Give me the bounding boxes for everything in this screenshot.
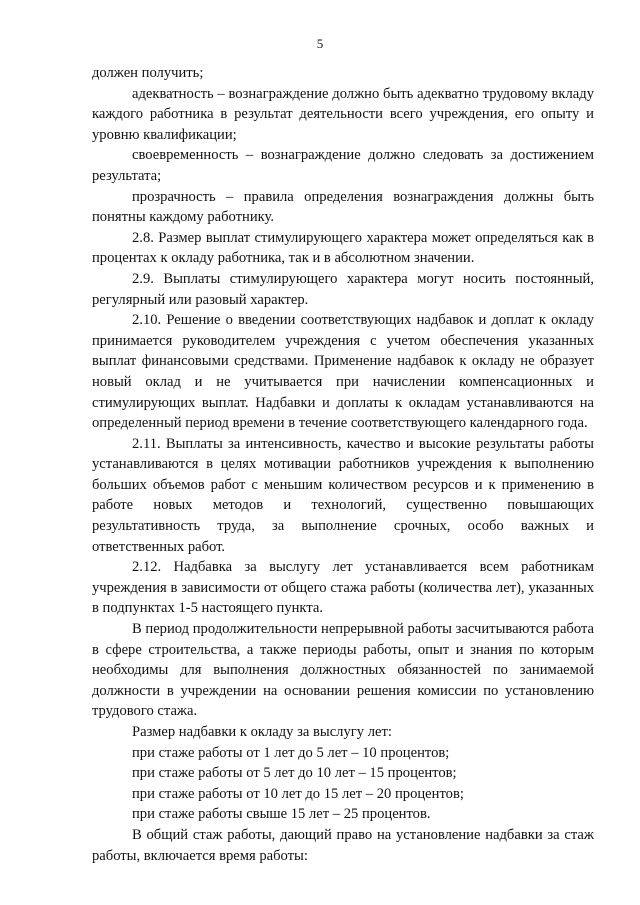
paragraph-transparency: прозрачность – правила определения вознаграждения должны быть понятны каждому работнику. <box>92 188 594 226</box>
paragraph-timeliness: своевременность – вознаграждение должно следовать за достижением результата; <box>92 147 594 184</box>
paragraph-continuous-service: В период продолжительности непрерывной работы засчитываются работа в сфере строительства, а также периоды работы, опыт и знания по которым необходимы для выполнения должностных обязанностей по занимаемой должности в учреждении на основании решения комиссии по установлению трудового стажа. <box>92 621 594 720</box>
paragraph-continuation: должен получить; <box>92 65 204 81</box>
paragraph-2-10: 2.10. Решение о введении соответствующих надбавок и доплат к окладу принимается руководителем учреждения с учетом обеспечения указанных выплат финансовыми средствами. Применение надбавок к окладу не образует новый оклад и не учитывается при начислении компенсационных и стимулирующих выплат. Надбавки и доплаты к окладам устанавливаются на определенный период времени в течение соответствующего календарного года. <box>92 312 594 432</box>
document-body <box>92 63 594 866</box>
paragraph-allowance-size: Размер надбавки к окладу за выслугу лет: <box>132 724 392 740</box>
page-number: 5 <box>316 36 324 51</box>
paragraph-2-12: 2.12. Надбавка за выслугу лет устанавливается всем работникам учреждения в зависимости от общего стажа работы (количества лет), указанных в подпунктах 1-5 настоящего пункта. <box>92 559 594 617</box>
paragraph-2-9: 2.9. Выплаты стимулирующего характера могут носить постоянный, регулярный или разовый характер. <box>92 270 594 308</box>
paragraph-2-11: 2.11. Выплаты за интенсивность, качество и высокие результаты работы устанавливаются в целях мотивации работников учреждения к выполнению больших объемов работ с меньшим количеством ресурсов и к применению в работе новых методов и технологий, существенно повышающих результативность труда, за выполнение срочных, особо важных и ответственных работ. <box>92 435 594 555</box>
list-item-tier-3: при стаже работы от 10 лет до 15 лет – 20 процентов; <box>132 785 464 802</box>
list-item-tier-2: при стаже работы от 5 лет до 10 лет – 15 процентов; <box>132 765 457 782</box>
paragraph-total-service: В общий стаж работы, дающий право на установление надбавки за стаж работы, включается время работы: <box>92 826 594 864</box>
paragraph-adequacy: адекватность – вознаграждение должно быть адекватно трудовому вкладу каждого работника в результат деятельности всего учреждения, его опыту и уровню квалификации; <box>92 85 594 143</box>
list-item-tier-4: при стаже работы свыше 15 лет – 25 процентов. <box>132 806 431 823</box>
paragraph-2-8: 2.8. Размер выплат стимулирующего характера может определяться как в процентах к окладу работника, так и в абсолютном значении. <box>92 229 594 267</box>
list-item-tier-1: при стаже работы от 1 лет до 5 лет – 10 процентов; <box>132 744 450 761</box>
